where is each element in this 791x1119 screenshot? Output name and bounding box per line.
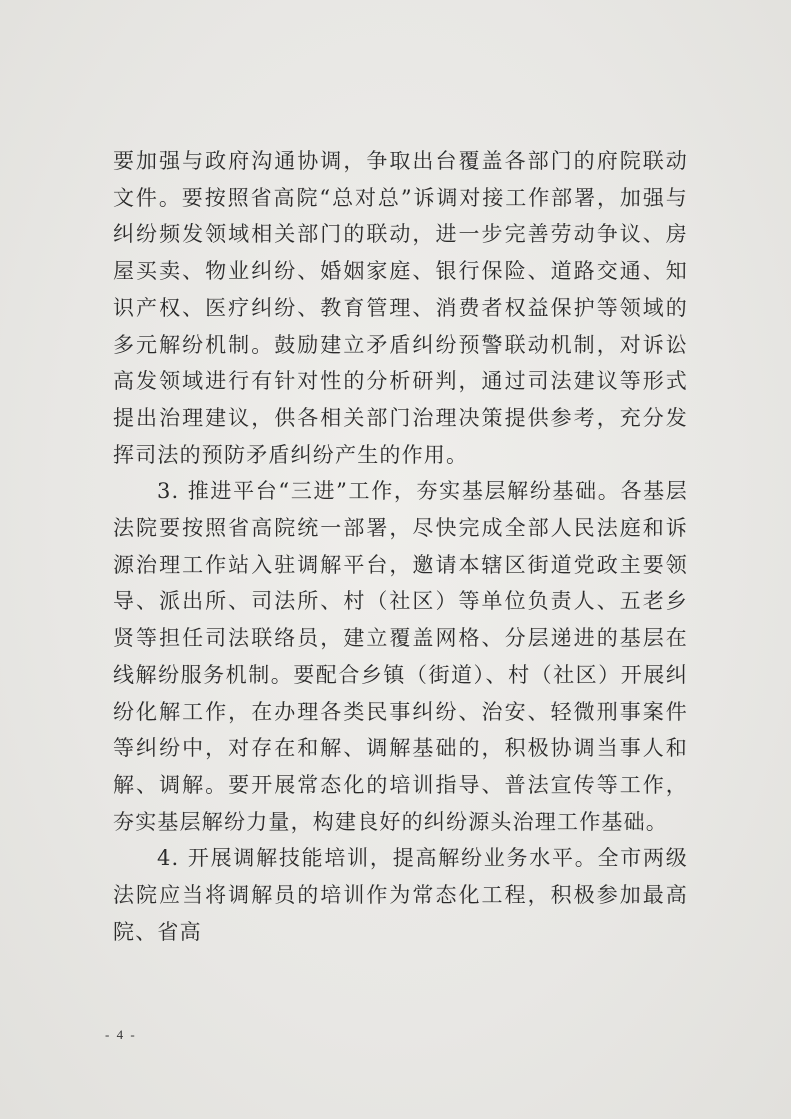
paragraph-continued: 要加强与政府沟通协调，争取出台覆盖各部门的府院联动文件。要按照省高院“总对总”诉调对接工作部署，加强与纠纷频发领域相关部门的联动，进一步完善劳动争议、房屋买卖、物业纠纷、婚姻家庭、银行保险、道路交通、知识产权、医疗纠纷、教育管理、消费者权益保护等领域的多元解纷机制。鼓励建立矛盾纠纷预警联动机制，对诉讼高发领域进行有针对性的分析研判，通过司法建议等形式提出治理建议，供各相关部门治理决策提供参考，充分发挥司法的预防矛盾纠纷产生的作用。 (113, 149, 688, 467)
paragraph-section-3: 3. 推进平台“三进”工作，夯实基层解纷基础。各基层法院要按照省高院统一部署，尽快完成全部人民法庭和诉源治理工作站入驻调解平台，邀请本辖区街道党政主要领导、派出所、司法所、村（社区）等单位负责人、五老乡贤等担任司法联络员，建立覆盖网格、分层递进的基层在线解纷服务机制。要配合乡镇（街道）、村（社区）开展纠纷化解工作，在办理各类民事纠纷、治安、轻微刑事案件等纠纷中，对存在和解、调解基础的，积极协调当事人和解、调解。要开展常态化的培训指导、普法宣传等工作，夯实基层解纷力量，构建良好的纠纷源头治理工作基础。 (113, 479, 688, 834)
paragraph-section-4: 4. 开展调解技能培训，提高解纷业务水平。全市两级法院应当将调解员的培训作为常态化工程，积极参加最高院、省高 (113, 846, 688, 944)
page-number: - 4 - (105, 1027, 137, 1042)
document-body (113, 143, 688, 950)
